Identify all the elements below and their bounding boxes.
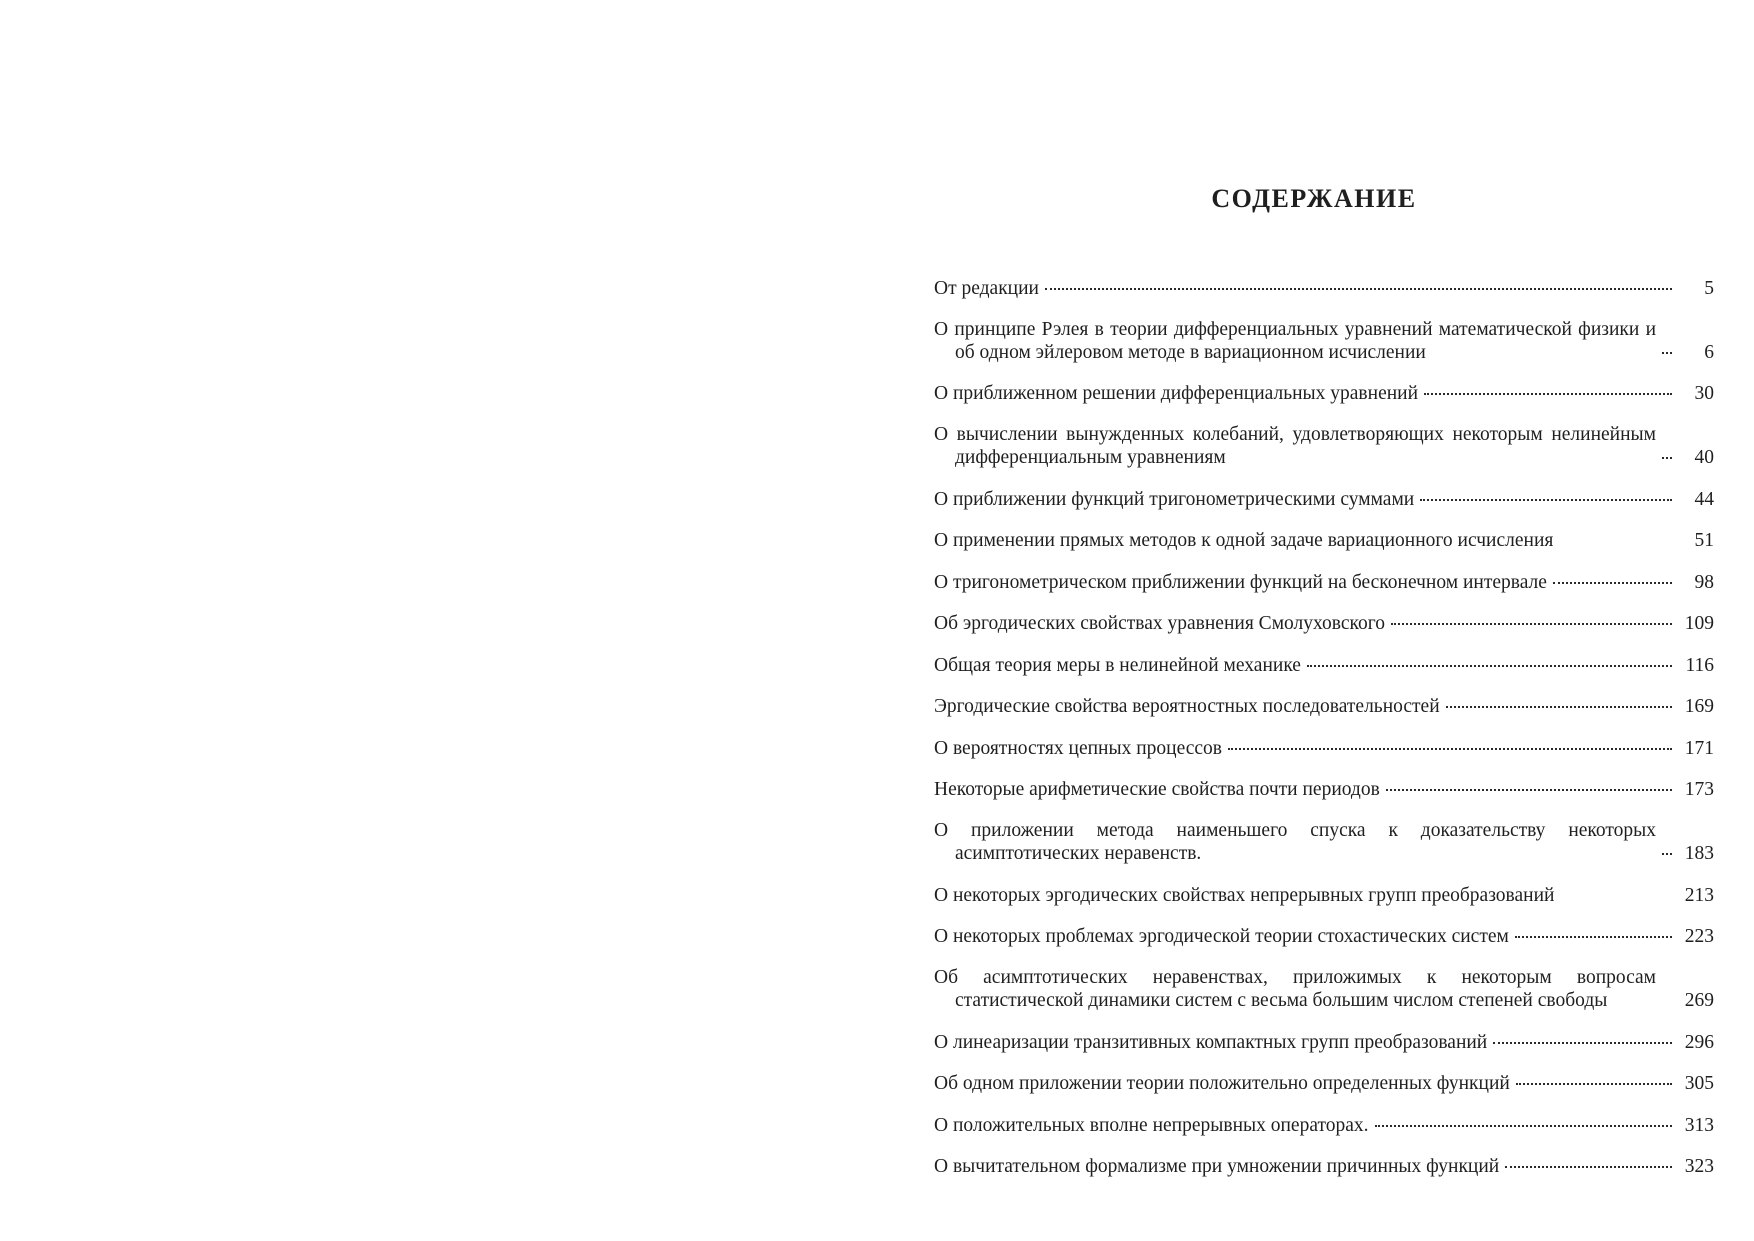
toc-page-number: 51 — [1694, 530, 1714, 551]
toc-entry[interactable] — [934, 405, 1714, 469]
toc-page-number: 109 — [1684, 613, 1714, 634]
toc-entry[interactable] — [934, 594, 1714, 636]
toc-entry-title: О линеаризации транзитивных компактных групп преобразований — [934, 1031, 1488, 1053]
toc-entry-title: О приложении метода наименьшего спуска к доказательству некоторых асимптотических неравенств. — [934, 820, 1656, 864]
toc-dot-leader — [1662, 352, 1672, 354]
toc-page-number: 173 — [1684, 779, 1714, 800]
toc-page-number: 98 — [1694, 571, 1714, 593]
toc-entry-title: О приближении функций тригонометрическими суммами — [934, 488, 1415, 510]
toc-entry-title: Общая теория меры в нелинейной механике — [934, 654, 1301, 676]
toc-dot-leader — [1662, 457, 1672, 459]
toc-dot-leader — [1493, 1042, 1672, 1044]
toc-dot-leader — [1515, 936, 1672, 938]
toc-dot-leader — [1505, 1166, 1672, 1168]
toc-dot-leader — [1420, 499, 1672, 501]
toc-page-number: 171 — [1684, 737, 1714, 759]
toc-entry[interactable] — [934, 511, 1714, 553]
toc-dot-leader — [1560, 895, 1672, 897]
toc-page-number: 269 — [1684, 990, 1714, 1011]
toc-entry[interactable] — [934, 948, 1714, 1012]
toc-entry[interactable] — [934, 801, 1714, 865]
toc-entry-title: О тригонометрическом приближении функций на бесконечном интервале — [934, 571, 1547, 593]
toc-dot-leader — [1391, 623, 1672, 625]
toc-entry-title: От редакции — [934, 277, 1039, 299]
toc-page-number: 169 — [1684, 696, 1714, 717]
page-title: СОДЕРЖАНИЕ — [1211, 184, 1417, 213]
toc-entry[interactable] — [934, 1137, 1714, 1179]
toc-page-number: 6 — [1704, 341, 1714, 363]
toc-dot-leader — [1045, 288, 1672, 290]
toc-entry[interactable] — [934, 760, 1714, 802]
toc-page-number: 323 — [1684, 1156, 1714, 1177]
toc-page-number: 30 — [1694, 383, 1714, 404]
toc-entry-title: О некоторых проблемах эргодической теории стохастических систем — [934, 926, 1509, 947]
toc-entry-title: Об асимптотических неравенствах, приложимых к некоторым вопросам статистической динамики систем с весьма большим числом степеней свободы — [934, 967, 1656, 1011]
toc-page-number: 44 — [1694, 488, 1714, 510]
toc-page-number: 40 — [1694, 447, 1714, 468]
toc-entry-title: О приближенном решении дифференциальных уравнений — [934, 383, 1419, 404]
toc-page-number: 296 — [1684, 1031, 1714, 1053]
toc-entry-title: О некоторых эргодических свойствах непрерывных групп преобразований — [934, 884, 1555, 906]
toc-entry-title: Некоторые арифметические свойства почти периодов — [934, 779, 1380, 800]
toc-dot-leader — [1662, 1000, 1672, 1002]
toc-dot-leader — [1446, 706, 1672, 708]
toc-entry[interactable] — [934, 677, 1714, 719]
toc-entry-title: Эргодические свойства вероятностных последовательностей — [934, 696, 1440, 717]
toc-entry-title: О положительных вполне непрерывных операторах. — [934, 1114, 1369, 1136]
toc-entry[interactable] — [934, 635, 1714, 677]
toc-page-number: 5 — [1704, 277, 1714, 299]
toc-dot-leader — [1307, 665, 1672, 667]
toc-entry[interactable] — [934, 1012, 1714, 1054]
toc-entry-title: Об эргодических свойствах уравнения Смолуховского — [934, 613, 1386, 634]
toc-entry[interactable] — [934, 1054, 1714, 1096]
toc-dot-leader — [1553, 582, 1672, 584]
toc-dot-leader — [1375, 1125, 1672, 1127]
toc-dot-leader — [1386, 789, 1672, 791]
toc-entry-title: О принципе Рэлея в теории дифференциальных уравнений математической физики и об одном эйлеровом методе в вариационном исчислении — [934, 318, 1656, 363]
toc-entry-title: О вероятностях цепных процессов — [934, 737, 1222, 759]
toc-page-number: 116 — [1685, 654, 1714, 676]
toc-entry-title: О вычислении вынужденных колебаний, удовлетворяющих некоторым нелинейным дифференциальным уравнениям — [934, 424, 1656, 468]
toc-page-number: 223 — [1684, 926, 1714, 947]
toc-page-number: 305 — [1684, 1073, 1714, 1094]
toc-entry[interactable] — [934, 907, 1714, 949]
toc-entry-title: О применении прямых методов к одной задаче вариационного исчисления — [934, 530, 1554, 551]
toc-entry[interactable] — [934, 865, 1714, 907]
toc-entry[interactable] — [934, 364, 1714, 406]
toc-entry[interactable] — [934, 469, 1714, 511]
toc-page-number: 213 — [1684, 884, 1714, 906]
toc-page-number: 313 — [1684, 1114, 1714, 1136]
toc-entry-title: О вычитательном формализме при умножении причинных функций — [934, 1156, 1500, 1177]
toc-entry[interactable] — [934, 258, 1714, 300]
toc-entry[interactable] — [934, 300, 1714, 364]
toc-entry-title: Об одном приложении теории положительно определенных функций — [934, 1073, 1510, 1094]
toc-entry[interactable] — [934, 552, 1714, 594]
toc-entry[interactable] — [934, 718, 1714, 760]
toc-page-number: 183 — [1684, 843, 1714, 864]
toc-dot-leader — [1662, 853, 1672, 855]
toc-dot-leader — [1424, 393, 1672, 395]
toc-dot-leader — [1559, 540, 1672, 542]
toc-dot-leader — [1516, 1083, 1672, 1085]
table-of-contents — [934, 258, 1714, 1178]
toc-entry[interactable] — [934, 1095, 1714, 1137]
toc-dot-leader — [1228, 748, 1672, 750]
